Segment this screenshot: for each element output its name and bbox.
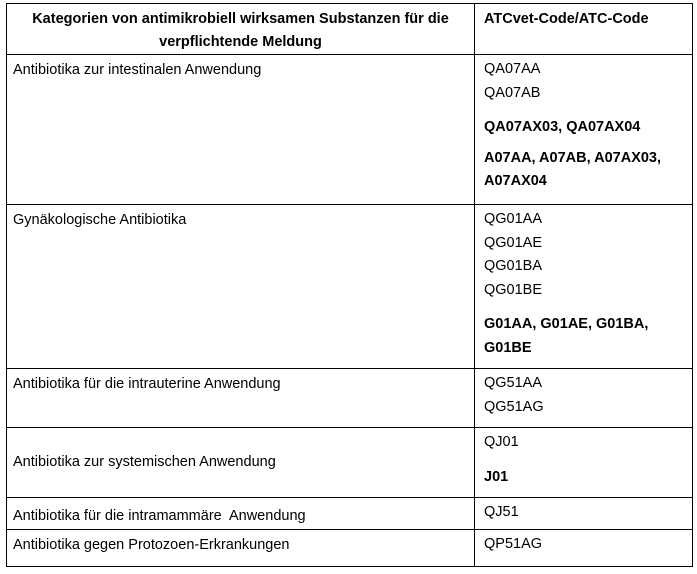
- vet-code: QG01AE: [484, 234, 543, 251]
- vet-code: QA07AA: [484, 61, 541, 77]
- category-cell: Gynäkologische Antibiotika: [7, 205, 475, 369]
- antimicrobial-reporting-table: [6, 3, 693, 567]
- vet-code: QG51AG: [484, 398, 544, 415]
- header-code: ATCvet-Code/ATC-Code: [475, 4, 693, 55]
- vet-code: QJ51: [484, 504, 519, 520]
- code-cell: [475, 530, 693, 567]
- table-row: [7, 530, 693, 567]
- vet-code: QG01BA: [484, 258, 543, 274]
- code-cell: [475, 369, 693, 428]
- category-cell: Antibiotika zur systemischen Anwendung: [7, 428, 475, 498]
- category-cell: [7, 498, 475, 530]
- atc-code: J01: [484, 468, 509, 485]
- table-row: [7, 55, 693, 205]
- code-cell: [475, 55, 693, 205]
- category-cell: Antibiotika gegen Protozoen-Erkrankungen: [7, 530, 475, 567]
- table-row: [7, 428, 693, 498]
- vet-code: QG01AA: [484, 211, 543, 227]
- table-row: [7, 205, 693, 369]
- vet-code: QP51AG: [484, 536, 543, 552]
- header-category: Kategorien von antimikrobiell wirksamen Substanzen für die verpflichtende Meldung: [7, 4, 475, 55]
- vet-code: QG51AA: [484, 375, 543, 391]
- category-cell: Antibiotika für die intrauterine Anwendung: [7, 369, 475, 428]
- vet-code: QA07AB: [484, 84, 541, 101]
- table-row: [7, 369, 693, 428]
- atc-code: A07AA, A07AB, A07AX03, A07AX04: [484, 149, 662, 189]
- table-row: [7, 498, 693, 530]
- category-label: Antibiotika für die intramammäre Anwendung: [13, 508, 306, 524]
- code-cell: [475, 498, 693, 530]
- vet-code: QJ01: [484, 434, 519, 450]
- code-cell: [475, 205, 693, 369]
- code-cell: [475, 428, 693, 498]
- atc-code: QA07AX03, QA07AX04: [484, 119, 641, 135]
- vet-code: QG01BE: [484, 281, 543, 298]
- atc-code: G01AA, G01AE, G01BA, G01BE: [484, 316, 649, 356]
- category-cell: Antibiotika zur intestinalen Anwendung: [7, 55, 475, 205]
- table-header-row: [7, 4, 693, 55]
